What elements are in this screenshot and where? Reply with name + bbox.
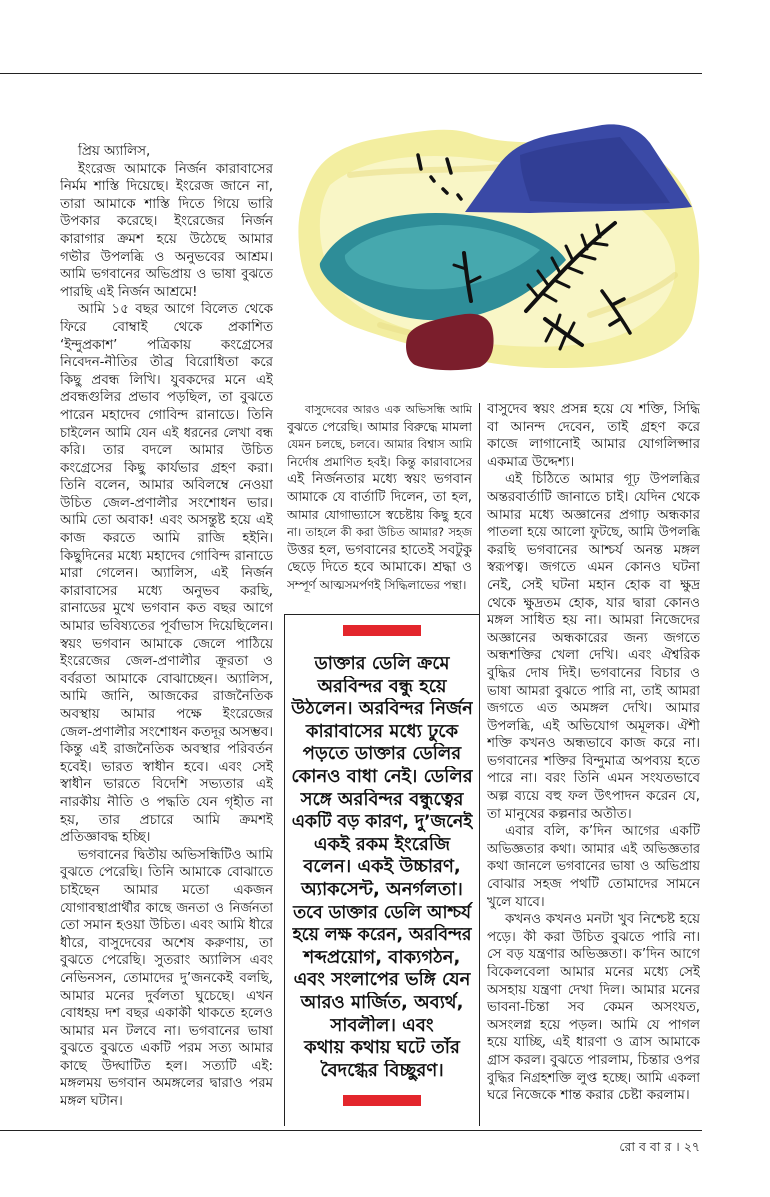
text-line: এই চিঠিতে আমার গূঢ় উপলব্ধির: [505, 472, 700, 488]
text-line: অভিজ্ঞতার কথা। আমার এই অভিজ্ঞতার: [487, 841, 700, 857]
text-line: বর্বরতা আমাকে বোঝাচ্ছেন। অ্যালিস,: [60, 671, 273, 687]
middle-column: [287, 401, 472, 595]
paragraph: [60, 143, 273, 161]
text-line: স্বরূপত্ব। জগতে এমন কোনও ঘটনা: [487, 560, 700, 576]
text-line: বুঝতে পেরেছি। আমার বিরুদ্ধে মামলা: [287, 419, 472, 434]
text-line: অসংলগ্ন হয়ে পড়ল। আমি যে পাগল: [487, 1017, 700, 1033]
pull-quote-line: অরবিন্দর বন্ধু হয়ে: [317, 675, 447, 697]
text-line: নেভিনসন, তোমাদের দু’জনকেই বলছি,: [60, 970, 273, 986]
text-line: ফিরে বোম্বাই থেকে প্রকাশিত: [60, 319, 273, 335]
text-line: যেমন চলছে, চলবে। আমার বিশ্বাস আমি: [287, 437, 472, 452]
pull-quote-line: তবে ডাক্তার ডেলি আশ্চর্য: [293, 902, 471, 923]
text-line: সে বড় যন্ত্রণার অভিজ্ঞতা। ক’দিন আগে: [487, 947, 700, 963]
text-line: ইংরেজ আমাকে নির্জন কারাবাসের: [78, 161, 273, 177]
pull-quote-line: বলেন। একই উচ্চারণ,: [303, 856, 461, 878]
text-line: আমি ভগবানের অভিপ্রায় ও ভাষা বুঝতে: [60, 267, 273, 283]
ink-dash: [458, 195, 461, 199]
text-line: অন্তরবার্তাটি জানাতে চাই। যেদিন থেকে: [487, 489, 700, 505]
text-line: কথা জানলে ভগবানের ভাষা ও অভিপ্রায়: [487, 859, 700, 875]
paragraph: [487, 823, 700, 911]
paragraph: [60, 301, 273, 846]
pull-quote-text: [291, 653, 473, 1082]
text-line: অসহায় যন্ত্রণা দেখা দিল। আমার মনের: [487, 982, 700, 998]
text-line: কাজ করতে আমি রাজি হইনি।: [60, 531, 273, 547]
paragraph: [60, 161, 273, 302]
paragraph: [60, 847, 273, 1111]
text-line: চাইছেন আমার মতো একজন: [60, 882, 273, 898]
text-line: কাজে লাগানোই আমার যোগলিপ্সার: [487, 437, 700, 453]
text-line: পারছি এই নির্জন আশ্রমে!: [60, 284, 198, 300]
text-line: প্রিয় অ্যালিস,: [78, 144, 151, 159]
text-line: উপকার করেছে। ইংরেজের নির্জন: [60, 214, 273, 230]
pull-quote-line: একটি বড় কারণ, দু’জনেই: [291, 812, 473, 833]
pull-quote-line: সঙ্গে অরবিন্দর বন্ধুত্বের: [300, 788, 464, 810]
text-line: ভগবানের দ্বিতীয় অভিসন্ধিটিও আমি: [78, 847, 273, 863]
pull-quote-line: বৈদগ্ধের বিচ্ছুরণ।: [320, 1059, 444, 1081]
text-line: নির্দোষ প্রমাণিত হবই। কিন্তু কারাবাসের: [287, 454, 472, 469]
pull-quote-line: শব্দপ্রয়োগ, বাক্যগঠন,: [303, 946, 461, 968]
text-line: চাইলেন আমি যেন এই ধরনের লেখা বন্ধ: [60, 425, 273, 441]
text-line: গভীর উপলব্ধি ও অনুভবের আশ্রম।: [60, 249, 273, 265]
pull-quote-line: ডাক্তার ডেলি ক্রমে: [314, 653, 450, 674]
text-line: বুদ্ধির দোষ দিই। ভগবানের বিচার ও: [487, 665, 700, 681]
text-line: মারা গেলেন। অ্যালিস, এই নির্জন: [60, 566, 273, 582]
text-line: হয়ে যাচ্ছি, এই ধারণা ও ত্রাস আমাকে: [487, 1035, 700, 1051]
text-line: প্রবন্ধগুলির প্রভাব পড়ছিল, তা বুঝতে: [60, 390, 273, 406]
text-line: জগতে এত অমঙ্গল দেখি। আমার: [487, 701, 700, 717]
text-line: নারকীয় নীতি ও পদ্ধতি যেন গৃহীত না: [60, 794, 273, 810]
text-line: তিনি বলেন, আমার অবিলম্বে নেওয়া: [60, 478, 273, 494]
paragraph: [487, 911, 700, 1105]
pull-quote-box: [284, 614, 479, 1126]
text-line: বিকেলবেলা আমার মনের মধ্যে সেই: [487, 965, 700, 980]
text-line: কংগ্রেসের কিছু কার্যভার গ্রহণ করা।: [60, 460, 273, 476]
text-line: ইংরেজের জেল-প্রণালীর ক্রূরতা ও: [60, 654, 273, 670]
paragraph: [287, 401, 472, 595]
text-line: শক্তি কখনও অন্ধভাবে কাজ করে না।: [487, 736, 700, 752]
text-line: গ্রাস করল। বুঝতে পারলাম, চিন্তার ওপর: [487, 1052, 700, 1068]
text-line: পারে না। বরং তিনি এমন সংযতভাবে: [487, 771, 700, 787]
paragraph: [487, 401, 700, 471]
paragraph: [487, 471, 700, 823]
pull-quote-line: হয়ে লক্ষ করেন, অরবিন্দর: [292, 925, 472, 946]
text-line: আমার মনের দুর্বলতা ঘুচেছে। এখন: [60, 988, 273, 1004]
watercolor-illustration: [290, 115, 700, 375]
text-line: ঘরে নিজেকে শান্ত করার চেষ্টা করলাম।: [487, 1088, 690, 1104]
text-line: পারেন মহাদেব গোবিন্দ রানাডে। তিনি: [60, 407, 273, 423]
bottom-rule: [0, 1130, 702, 1131]
text-line: ভগবানের শক্তির বিন্দুমাত্র অপব্যয় হতে: [487, 753, 700, 769]
text-line: আমি তো অবাক! এবং অসন্তুষ্ট হয়ে এই: [60, 513, 273, 529]
text-line: অল্প ব্যয়ে বহু ফল উৎপাদন করেন যে,: [487, 789, 700, 805]
text-line: ভাবনা-চিন্তা সব কেমন অসংযত,: [487, 1000, 700, 1016]
text-line: খুলে যাবে।: [487, 894, 545, 910]
text-line: বুদ্ধির নিগ্রহশক্তি লুপ্ত হচ্ছে। আমি একলা: [487, 1070, 700, 1086]
text-line: তা মানুষের কল্পনার অতীত।: [487, 806, 632, 822]
text-line: অন্ধশক্তির খেলা দেখি। এবং ঐশ্বরিক: [487, 648, 700, 664]
text-line: স্বাধীন ভারতে বিদেশি সভ্যতার এই: [60, 777, 273, 793]
left-column: [60, 143, 273, 1111]
text-line: বোঝার সহজ পথটি তোমাদের সামনে: [487, 877, 700, 893]
text-line: হয়, তার প্রচারে আমি ক্রমশই: [60, 812, 273, 828]
text-line: বুঝতে পেরেছি। সুতরাং অ্যালিস এবং: [60, 953, 273, 969]
text-line: কখনও কখনও মনটা খুব নিশ্চেষ্ট হয়ে: [505, 912, 700, 928]
text-line: উপলব্ধি, এই অভিযোগ অমূলক। ঐশী: [487, 718, 700, 734]
text-line: যোগাবস্থাপ্রার্থীর কাছে জনতা ও নির্জনতা: [60, 900, 273, 916]
text-line: উত্তর হল, ভগবানের হাতেই সবটুকু: [287, 542, 472, 558]
text-line: নেই, সেই ঘটনা মহান হোক বা ক্ষুদ্র: [487, 577, 700, 593]
text-line: বাসুদেব স্বয়ং প্রসন্ন হয়ে যে শক্তি, সিদ্ধি: [487, 402, 700, 417]
text-line: আমার ভবিষ্যতের পূর্বাভাস দিয়েছিলেন।: [60, 619, 273, 635]
text-line: কারাগার ক্রমশ হয়ে উঠেছে আমার: [60, 231, 273, 247]
pull-quote-bottom-bar: [343, 1095, 421, 1106]
pull-quote-top-bar: [343, 625, 421, 636]
text-line: একমাত্র উদ্দেশ্য।: [487, 454, 575, 470]
text-line: মঙ্গলময় ভগবান অমঙ্গলের দ্বারাও পরম: [60, 1076, 273, 1092]
text-line: ছেড়ে দিতে হবে আমাকে। শ্রদ্ধা ও: [287, 560, 472, 576]
text-line: রানাডের মুখে ভগবান কত বছর আগে: [60, 601, 273, 617]
text-line: বা আনন্দ দেবেন, তাই গ্রহণ করে: [487, 419, 700, 435]
pull-quote-line: সাবলীল। এবং: [330, 1014, 434, 1036]
pull-quote-line: কোনও বাধা নেই। ডেলির: [291, 765, 473, 787]
text-line: থেকে ক্ষুদ্রতম হোক, যার দ্বারা কোনও: [487, 595, 700, 611]
pull-quote-line: উঠলেন। অরবিন্দর নির্জন: [291, 698, 473, 720]
text-line: কাছে উদ্ঘাটিত হল। সত্যটি এই:: [60, 1058, 273, 1074]
ink-dash: [431, 177, 434, 181]
text-line: পাতলা হয়ে আলো ফুটছে, আমি উপলব্ধি: [487, 525, 700, 541]
text-line: পড়ে। কী করা উচিত বুঝতে পারি না।: [487, 929, 700, 945]
text-line: জেল-প্রণালীর সংশোধন কতদূর অসম্ভব।: [60, 724, 273, 740]
text-line: আমার যোগাভ্যাসে স্বচেষ্টায় কিছু হবে: [287, 507, 472, 522]
text-line: নির্মম শাস্তি দিয়েছে। ইংরেজ জানে না,: [60, 179, 273, 195]
text-line: হবেই। ভারত স্বাধীন হবে। এবং সেই: [60, 759, 273, 775]
right-column: [487, 401, 700, 1105]
pull-quote-line: এবং সংলাপের ভঙ্গি যেন: [293, 969, 471, 991]
text-line: ধীরে, বাসুদেবের অশেষ করুণায়, তা: [60, 935, 273, 951]
text-line: তারা আমাকে শাস্তি দিতে গিয়ে ভারি: [60, 196, 273, 212]
text-line: আমার মন টলবে না। ভগবানের ভাষা: [60, 1023, 273, 1039]
text-line: মঙ্গল ঘটান।: [60, 1094, 123, 1110]
pull-quote-line: আরও মার্জিত, অব্যর্থ,: [300, 991, 464, 1013]
text-line: করি। তার বদলে আমার উচিত: [60, 443, 273, 459]
text-line: এই নির্জনতার মধ্যে স্বয়ং ভগবান: [287, 472, 472, 488]
text-line: কারাবাসের মধ্যে অনুভব করছি,: [60, 583, 273, 599]
text-line: অজ্ঞানের অন্ধকারের জন্য জগতে: [487, 630, 700, 646]
text-line: কিন্তু এই রাজনৈতিক অবস্থার পরিবর্তন: [60, 742, 273, 758]
text-line: কিছুদিনের মধ্যে মহাদেব গোবিন্দ রানাডে: [60, 548, 273, 564]
pull-quote-line: পড়তে ডাক্তার ডেলির: [302, 743, 462, 765]
pull-quote-line: কারাবাসের মধ্যে ঢুকে: [305, 720, 459, 742]
text-line: বাসুদেবের আরও এক অভিসন্ধি আমি: [305, 403, 472, 416]
text-line: মঙ্গল সাধিত হয় না। আমরা নিজেদের: [487, 613, 700, 629]
text-line: বোধহয় দশ বছর একাকী থাকতে হলেও: [60, 1006, 273, 1022]
text-line: বুঝতে পেরেছি। তিনি আমাকে বোঝাতে: [60, 865, 273, 881]
text-line: ‘ইন্দুপ্রকাশ’ পত্রিকায় কংগ্রেসের: [60, 337, 273, 353]
text-line: এবার বলি, ক’দিন আগের একটি: [505, 824, 700, 840]
text-line: আমাকে যে বার্তাটি দিলেন, তা হল,: [287, 489, 472, 505]
text-line: আমি জানি, আজকের রাজনৈতিক: [60, 689, 273, 705]
text-line: সম্পূর্ণ আত্মসমর্পণই সিদ্ধিলাভের পন্থা।: [287, 577, 467, 592]
text-line: স্বয়ং ভগবান আমাকে জেলে পাঠিয়ে: [60, 636, 273, 652]
text-line: তো সমান হওয়া উচিত। এবং আমি ধীরে: [60, 918, 273, 934]
column-divider: [479, 403, 480, 1126]
text-line: আমার মধ্যে অজ্ঞানের প্রগাঢ় অন্ধকার: [487, 507, 700, 523]
text-line: না। তাহলে কী করা উচিত আমার? সহজ: [287, 525, 472, 540]
text-line: ভাষা আমরা বুঝতে পারি না, তাই আমরা: [487, 683, 700, 699]
top-rule: [0, 73, 702, 74]
text-line: করছি ভগবানের আশ্চর্য অনন্ত মঙ্গল: [487, 542, 700, 558]
text-line: কিছু প্রবন্ধ লিখি। যুবকদের মনে এই: [60, 372, 273, 388]
text-line: প্রতিজ্ঞাবদ্ধ হচ্ছি।: [60, 830, 151, 846]
page-folio: রো ব বা র । ২৭: [619, 1139, 700, 1154]
text-line: উচিত জেল-প্রণালীর সংশোধন ভার।: [60, 495, 273, 511]
text-line: অবস্থায় আমার পক্ষে ইংরেজের: [60, 707, 273, 722]
pull-quote-line: অ্যাকসেন্ট, অনর্গলতা।: [301, 878, 463, 900]
pull-quote-line: কথায় কথায় ঘটে তাঁর: [304, 1037, 460, 1059]
text-line: আমি ১৫ বছর আগে বিলেত থেকে: [78, 302, 273, 318]
text-line: নিবেদন-নীতির তীব্র বিরোধিতা করে: [60, 355, 273, 371]
text-line: বুঝতে বুঝতে একটি পরম সত্য আমার: [60, 1041, 273, 1057]
pull-quote-line: একই রকম ইংরেজি: [313, 833, 451, 855]
